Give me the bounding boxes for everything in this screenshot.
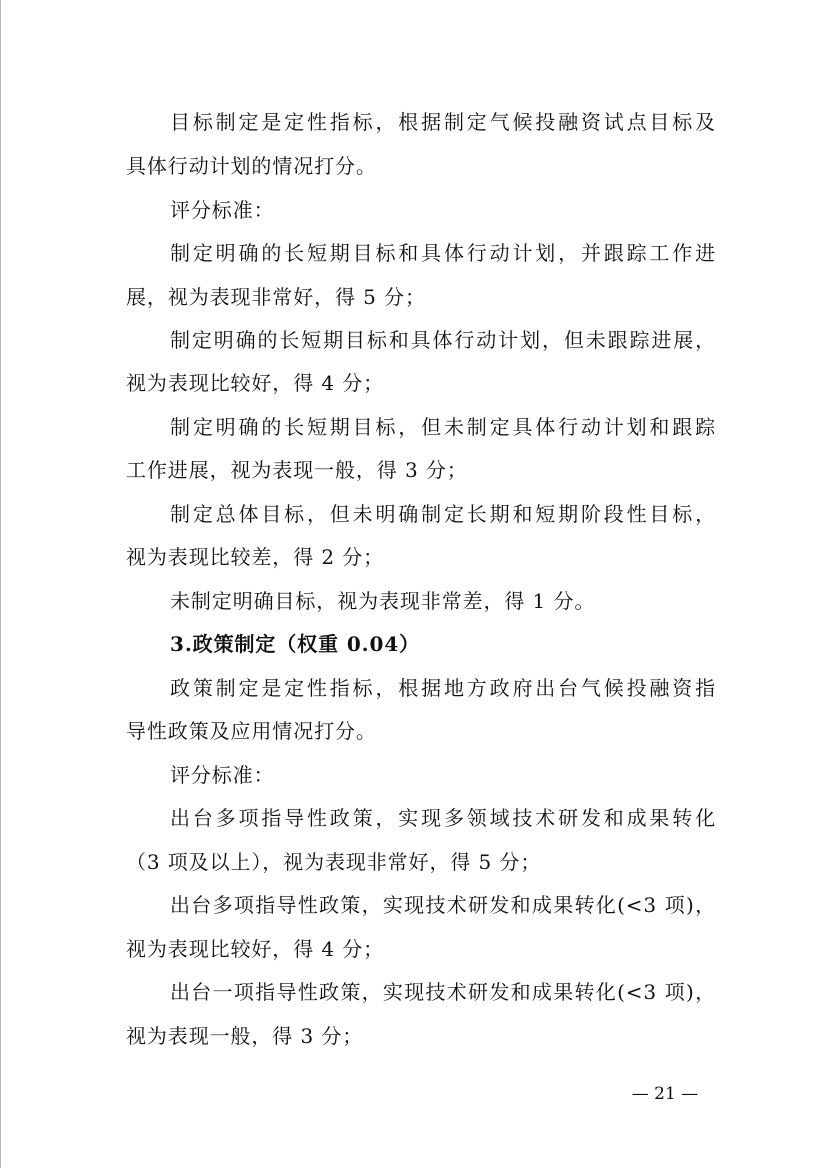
paragraph-line: （3 项及以上），视为表现非常好，得 5 分； xyxy=(126,850,542,874)
paragraph-line: 制定明确的长短期目标和具体行动计划，但未跟踪进展， xyxy=(170,328,716,352)
paragraph-line: 视为表现一般，得 3 分； xyxy=(126,1024,364,1048)
paragraph-line: 制定明确的长短期目标和具体行动计划，并跟踪工作进 xyxy=(170,241,716,265)
paragraph-line: 政策制定是定性指标，根据地方政府出台气候投融资指 xyxy=(170,676,716,700)
paragraph-line: 展，视为表现非常好，得 5 分； xyxy=(126,285,426,309)
page-number: — 21 — xyxy=(631,1084,699,1104)
section-label: 评分标准： xyxy=(170,763,275,787)
paragraph-line: 出台多项指导性政策，实现技术研发和成果转化(<3 项)， xyxy=(170,893,716,917)
paragraph-line: 工作进展，视为表现一般，得 3 分； xyxy=(126,458,468,482)
paragraph-line: 视为表现比较差，得 2 分； xyxy=(126,545,385,569)
paragraph-line: 导性政策及应用情况打分。 xyxy=(126,719,377,743)
section-heading: 3.政策制定（权重 0.04） xyxy=(170,632,421,656)
paragraph-line: 具体行动计划的情况打分。 xyxy=(126,154,377,178)
paragraph-line: 出台一项指导性政策，实现技术研发和成果转化(<3 项)， xyxy=(170,980,716,1004)
paragraph-line: 制定明确的长短期目标，但未制定具体行动计划和跟踪 xyxy=(170,415,716,439)
section-label: 评分标准： xyxy=(170,198,275,222)
paragraph-line: 未制定明确目标，视为表现非常差，得 1 分。 xyxy=(170,589,596,613)
paragraph-line: 目标制定是定性指标，根据制定气候投融资试点目标及 xyxy=(170,110,716,134)
paragraph-line: 视为表现比较好，得 4 分； xyxy=(126,371,385,395)
paragraph-line: 视为表现比较好，得 4 分； xyxy=(126,937,385,961)
paragraph-line: 制定总体目标，但未明确制定长期和短期阶段性目标， xyxy=(170,502,716,526)
page-left-edge xyxy=(0,0,1,1168)
paragraph-line: 出台多项指导性政策，实现多领域技术研发和成果转化 xyxy=(170,806,716,830)
